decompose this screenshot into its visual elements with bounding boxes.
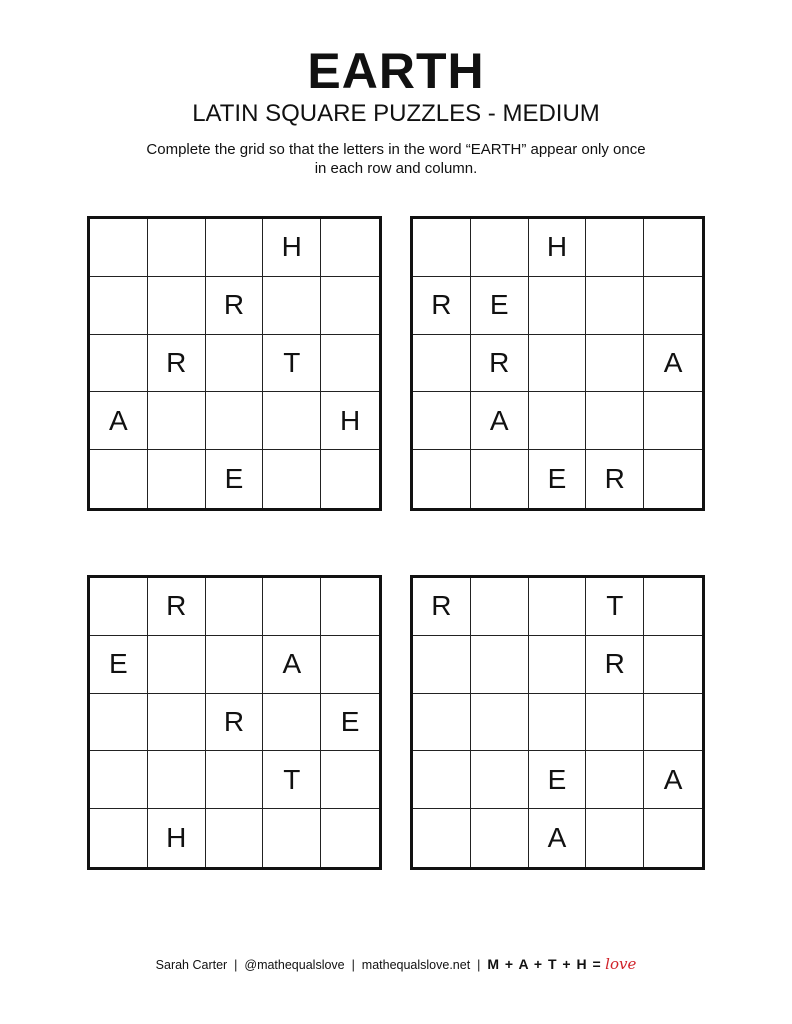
- grid-cell[interactable]: [586, 277, 644, 335]
- grid-cell[interactable]: [206, 751, 264, 809]
- grid-cell[interactable]: [529, 335, 587, 393]
- grid-cell[interactable]: [586, 751, 644, 809]
- grid-cell[interactable]: A: [529, 809, 587, 867]
- grid-cell[interactable]: A: [644, 335, 702, 393]
- grid-cell[interactable]: A: [263, 636, 321, 694]
- grid-cell[interactable]: [263, 809, 321, 867]
- grid-cell[interactable]: [413, 694, 471, 752]
- grid-cell[interactable]: [148, 219, 206, 277]
- grid-cell[interactable]: T: [263, 751, 321, 809]
- grid-cell[interactable]: H: [263, 219, 321, 277]
- grid-cell[interactable]: [206, 578, 264, 636]
- grid-cell[interactable]: [413, 335, 471, 393]
- puzzle-grid-1: [87, 216, 382, 511]
- grid-cell[interactable]: R: [471, 335, 529, 393]
- grid-cell[interactable]: E: [321, 694, 379, 752]
- grid-cell[interactable]: [321, 578, 379, 636]
- grid-cell[interactable]: R: [206, 694, 264, 752]
- grid-cell[interactable]: [321, 751, 379, 809]
- author: Sarah Carter: [155, 958, 228, 972]
- separator: |: [234, 958, 238, 972]
- grid-cell[interactable]: [644, 392, 702, 450]
- grid-cell[interactable]: E: [206, 450, 264, 508]
- grid-cell[interactable]: [90, 450, 148, 508]
- grid-cell[interactable]: [90, 219, 148, 277]
- grid-cell[interactable]: R: [206, 277, 264, 335]
- grid-cell[interactable]: [321, 219, 379, 277]
- grid-cell[interactable]: [148, 636, 206, 694]
- grid-cell[interactable]: E: [471, 277, 529, 335]
- grid-cell[interactable]: [321, 277, 379, 335]
- grid-cell[interactable]: [263, 392, 321, 450]
- grid-cell[interactable]: H: [529, 219, 587, 277]
- grid-cell[interactable]: [148, 751, 206, 809]
- grid-cell[interactable]: [206, 219, 264, 277]
- grid-cell[interactable]: [471, 694, 529, 752]
- grid-cell[interactable]: [644, 277, 702, 335]
- footer: [0, 955, 792, 973]
- grid-cell[interactable]: E: [529, 751, 587, 809]
- grid-cell[interactable]: [644, 450, 702, 508]
- grid-cell[interactable]: [471, 450, 529, 508]
- logo-text: M + A + T + H =: [487, 956, 602, 972]
- grid-cell[interactable]: A: [90, 392, 148, 450]
- grid-cell[interactable]: [263, 694, 321, 752]
- grid-cell[interactable]: [206, 335, 264, 393]
- grid-cell[interactable]: T: [263, 335, 321, 393]
- grid-cell[interactable]: [413, 809, 471, 867]
- grid-cell[interactable]: [529, 636, 587, 694]
- grid-cell[interactable]: [90, 694, 148, 752]
- grid-cell[interactable]: [413, 751, 471, 809]
- social-handle: @mathequalslove: [244, 958, 345, 972]
- grid-cell[interactable]: [529, 277, 587, 335]
- grid-cell[interactable]: [413, 450, 471, 508]
- grid-cell[interactable]: H: [148, 809, 206, 867]
- grid-cell[interactable]: [263, 450, 321, 508]
- instructions: [0, 140, 792, 178]
- grid-cell[interactable]: [644, 578, 702, 636]
- grid-cell[interactable]: [529, 694, 587, 752]
- grid-cell[interactable]: [471, 219, 529, 277]
- grid-cell[interactable]: R: [148, 578, 206, 636]
- grid-cell[interactable]: [321, 335, 379, 393]
- separator: |: [351, 958, 355, 972]
- grid-cell[interactable]: R: [586, 450, 644, 508]
- grid-cell[interactable]: [263, 578, 321, 636]
- grid-cell[interactable]: [90, 335, 148, 393]
- grid-cell[interactable]: R: [148, 335, 206, 393]
- grid-cell[interactable]: [471, 809, 529, 867]
- grid-cell[interactable]: [321, 809, 379, 867]
- grid-cell[interactable]: [148, 450, 206, 508]
- grid-cell[interactable]: [263, 277, 321, 335]
- grid-cell[interactable]: [206, 636, 264, 694]
- logo-love: love: [605, 955, 637, 973]
- grid-cell[interactable]: [90, 277, 148, 335]
- grid-cell[interactable]: [206, 809, 264, 867]
- grid-cell[interactable]: [644, 636, 702, 694]
- grid-cell[interactable]: [529, 392, 587, 450]
- grid-cell[interactable]: [148, 694, 206, 752]
- grid-cell[interactable]: [321, 450, 379, 508]
- grid-cell[interactable]: R: [586, 636, 644, 694]
- grid-cell[interactable]: [471, 578, 529, 636]
- website: mathequalslove.net: [361, 958, 471, 972]
- grid-cell[interactable]: [644, 809, 702, 867]
- grid-cell[interactable]: [586, 335, 644, 393]
- instructions-line-1: Complete the grid so that the letters in the word “EARTH” appear only once: [146, 141, 646, 158]
- puzzle-grid-4: [410, 575, 705, 870]
- instructions-line-2: in each row and column.: [314, 160, 478, 177]
- grid-cell[interactable]: [586, 694, 644, 752]
- grid-cell[interactable]: [148, 277, 206, 335]
- grid-cell[interactable]: [586, 219, 644, 277]
- page-subtitle: LATIN SQUARE PUZZLES - MEDIUM: [192, 100, 600, 127]
- grid-cell[interactable]: H: [321, 392, 379, 450]
- separator: |: [477, 958, 481, 972]
- grid-cell[interactable]: [90, 578, 148, 636]
- grid-cell[interactable]: [413, 392, 471, 450]
- puzzle-grid-2: [410, 216, 705, 511]
- grid-cell[interactable]: [471, 751, 529, 809]
- grid-cell[interactable]: [413, 636, 471, 694]
- puzzle-grid-3: [87, 575, 382, 870]
- page-title: EARTH: [307, 43, 485, 99]
- grid-cell[interactable]: E: [529, 450, 587, 508]
- grid-cell[interactable]: [644, 694, 702, 752]
- grid-cell[interactable]: [586, 392, 644, 450]
- grid-cell[interactable]: [90, 809, 148, 867]
- grid-cell[interactable]: [586, 809, 644, 867]
- grid-cell[interactable]: [471, 636, 529, 694]
- grid-cell[interactable]: A: [471, 392, 529, 450]
- grid-cell[interactable]: R: [413, 578, 471, 636]
- grid-cell[interactable]: E: [90, 636, 148, 694]
- grid-cell[interactable]: [413, 219, 471, 277]
- grid-cell[interactable]: [644, 219, 702, 277]
- grid-cell[interactable]: A: [644, 751, 702, 809]
- grid-cell[interactable]: [321, 636, 379, 694]
- grid-cell[interactable]: [529, 578, 587, 636]
- grid-cell[interactable]: [206, 392, 264, 450]
- grid-cell[interactable]: [90, 751, 148, 809]
- grid-cell[interactable]: R: [413, 277, 471, 335]
- grid-cell[interactable]: T: [586, 578, 644, 636]
- grid-cell[interactable]: [148, 392, 206, 450]
